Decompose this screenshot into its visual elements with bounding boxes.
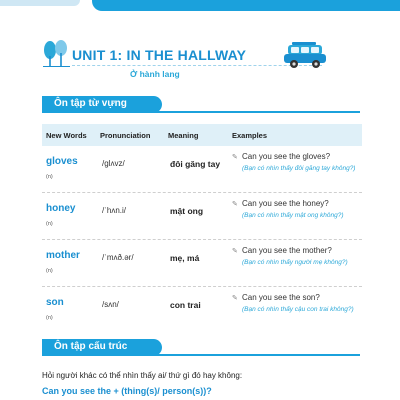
grammar-instruction: Hỏi người khác có thể nhìn thấy ai/ thứ gì đó hay không: [42,371,243,380]
pronunciation: /ˈhʌn.i/ [102,206,127,215]
example [232,152,330,161]
word: honey [46,203,76,214]
example [232,246,332,255]
header-new-words: New Words [46,131,87,140]
car-icon [282,40,328,70]
unit-title: UNIT 1: IN THE HALLWAY [72,47,247,63]
pencil-icon: ✎ [232,154,238,161]
word: gloves [46,156,78,167]
pronunciation: /ˈmʌð.ər/ [102,253,134,262]
example [232,199,329,208]
banner-band [92,0,400,11]
table-row [42,287,362,334]
banner-decoration [0,0,80,6]
table-header [42,124,362,146]
table-row [42,146,362,193]
example-translation: (Bạn có nhìn thấy người mẹ không?) [242,259,348,266]
word: mother [46,250,80,261]
example-translation: (Bạn có nhìn thấy cậu con trai không?) [242,306,354,313]
table-row [42,193,362,240]
grammar-formula: Can you see the + (thing(s)/ person(s))? [42,386,212,396]
header-pronunciation: Pronunciation [100,131,151,140]
part-of-speech: (n) [46,315,53,321]
top-banner [0,0,400,14]
pencil-icon: ✎ [232,201,238,208]
header-examples: Examples [232,131,268,140]
example-translation: (Bạn có nhìn thấy mật ong không?) [242,212,344,219]
pronunciation: /glʌvz/ [102,159,125,168]
example-text: Can you see the gloves? [242,152,331,161]
meaning: con trai [170,300,201,310]
example [232,293,320,302]
example-text: Can you see the son? [242,293,320,302]
pencil-icon: ✎ [232,295,238,302]
pronunciation: /sʌn/ [102,300,119,309]
vocab-section-label: Ôn tập từ vựng [54,98,127,109]
part-of-speech: (n) [46,268,53,274]
meaning: mẹ, má [170,253,200,263]
example-text: Can you see the mother? [242,246,332,255]
part-of-speech: (n) [46,174,53,180]
example-text: Can you see the honey? [242,199,329,208]
table-row [42,240,362,287]
header-meaning: Meaning [168,131,199,140]
example-translation: (Bạn có nhìn thấy đôi găng tay không?) [242,165,356,172]
vocab-table [42,124,362,334]
vocab-section-line [140,111,360,113]
grammar-section-line [140,354,360,356]
word: son [46,297,64,308]
trees-icon [42,40,72,68]
meaning: đôi găng tay [170,159,221,169]
unit-subtitle: Ở hành lang [130,69,180,79]
part-of-speech: (n) [46,221,53,227]
unit-header [42,38,362,83]
pencil-icon: ✎ [232,248,238,255]
meaning: mật ong [170,206,204,216]
grammar-section-label: Ôn tập cấu trúc [54,341,128,352]
